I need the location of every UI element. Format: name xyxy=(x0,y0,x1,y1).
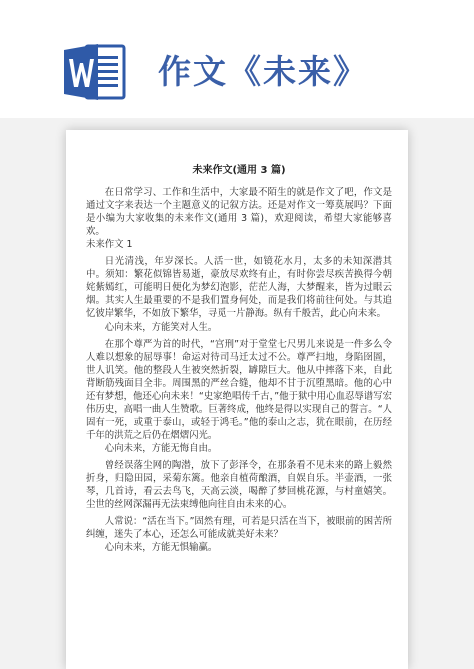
intro-paragraph: 在日常学习、工作和生活中，大家最不陌生的就是作文了吧，作文是通过文字来表达一个主题意义的记叙方法。还是对作文一筹莫展吗？下面是小编为大家收集的未来作文(通用 3 篇)，欢迎阅读，希望大家能够喜欢。 xyxy=(86,187,392,238)
body-paragraph: 心向未来，方能无惧输赢。 xyxy=(104,542,218,554)
body-paragraph: 日光清浅，年岁深长。人活一世，如镜花水月，太多的未知深潜其中。须知：繁花似锦皆易逝，豪放尽欢终有止，有时你尝尽疾苦换得今朝姹紫嫣红，可能明日便化为梦幻泡影，茫茫人海，大梦醒来，皆为过眼云烟。其实人生最重要的不是我们置身何处，而是我们将前往何处。与其追忆彼岸繁华，不如放下繁华，寻觅一片静海。纵有千般苦，此心向未来。 xyxy=(86,256,392,320)
body-paragraph: 人常说：“活在当下。”固然有理，可若是只活在当下，被眼前的困苦所纠缠，迷失了本心，还怎么可能成就美好未来？ xyxy=(86,516,392,541)
page-heading: 未来作文(通用 3 篇) xyxy=(192,165,286,176)
body-paragraph: 曾经误落尘网的陶潜，放下了彭泽令，在那条看不见未来的路上毅然折身，归隐田园，采菊东篱。他亲自植荷酿酒，自娱自乐。半壶酒，一张琴，几首诗，看云去鸟飞，天高云淡，喝醉了梦回桃花源，与村童嬉笑。尘世的丝网深漏再无法束缚他向往自由未来的心。 xyxy=(86,459,392,511)
word-document-icon xyxy=(64,43,126,101)
body-paragraph: 心向未来，方能无悔自由。 xyxy=(104,442,218,454)
body-paragraph: 在那个尊严为首的时代，“宫刑”对于堂堂七尺男儿来说是一件多么令人难以想象的屈辱事！命运对待司马迁太过不公。尊严扫地，身陷囹圄，世人讥笑。他的整段人生被突然折裂，罅隙巨大。他从中摔落下来，自此背断筋残面目全非。周围黑的严丝合缝，他却不甘于沉堕黑暗。他的心中还有梦想，他还心向未来！“史家绝唱传千古，”他于狱中用心血忍辱谱写宏伟历史，高唱一曲人生赞歌。巨著终成，他终是得以实现自己的誓言。“人固有一死，或重于泰山，或轻于鸿毛。”他的泰山之志，犹在眼前，在历经千年的洪荒之后仍在熠熠闪光。 xyxy=(86,338,392,441)
page-content xyxy=(86,164,392,554)
section-title: 未来作文 1 xyxy=(86,239,133,251)
body-paragraph: 心向未来，方能笑对人生。 xyxy=(104,321,218,333)
document-page xyxy=(66,130,408,669)
banner-header xyxy=(0,0,474,128)
document-title: 作文《未来》 xyxy=(158,52,368,91)
